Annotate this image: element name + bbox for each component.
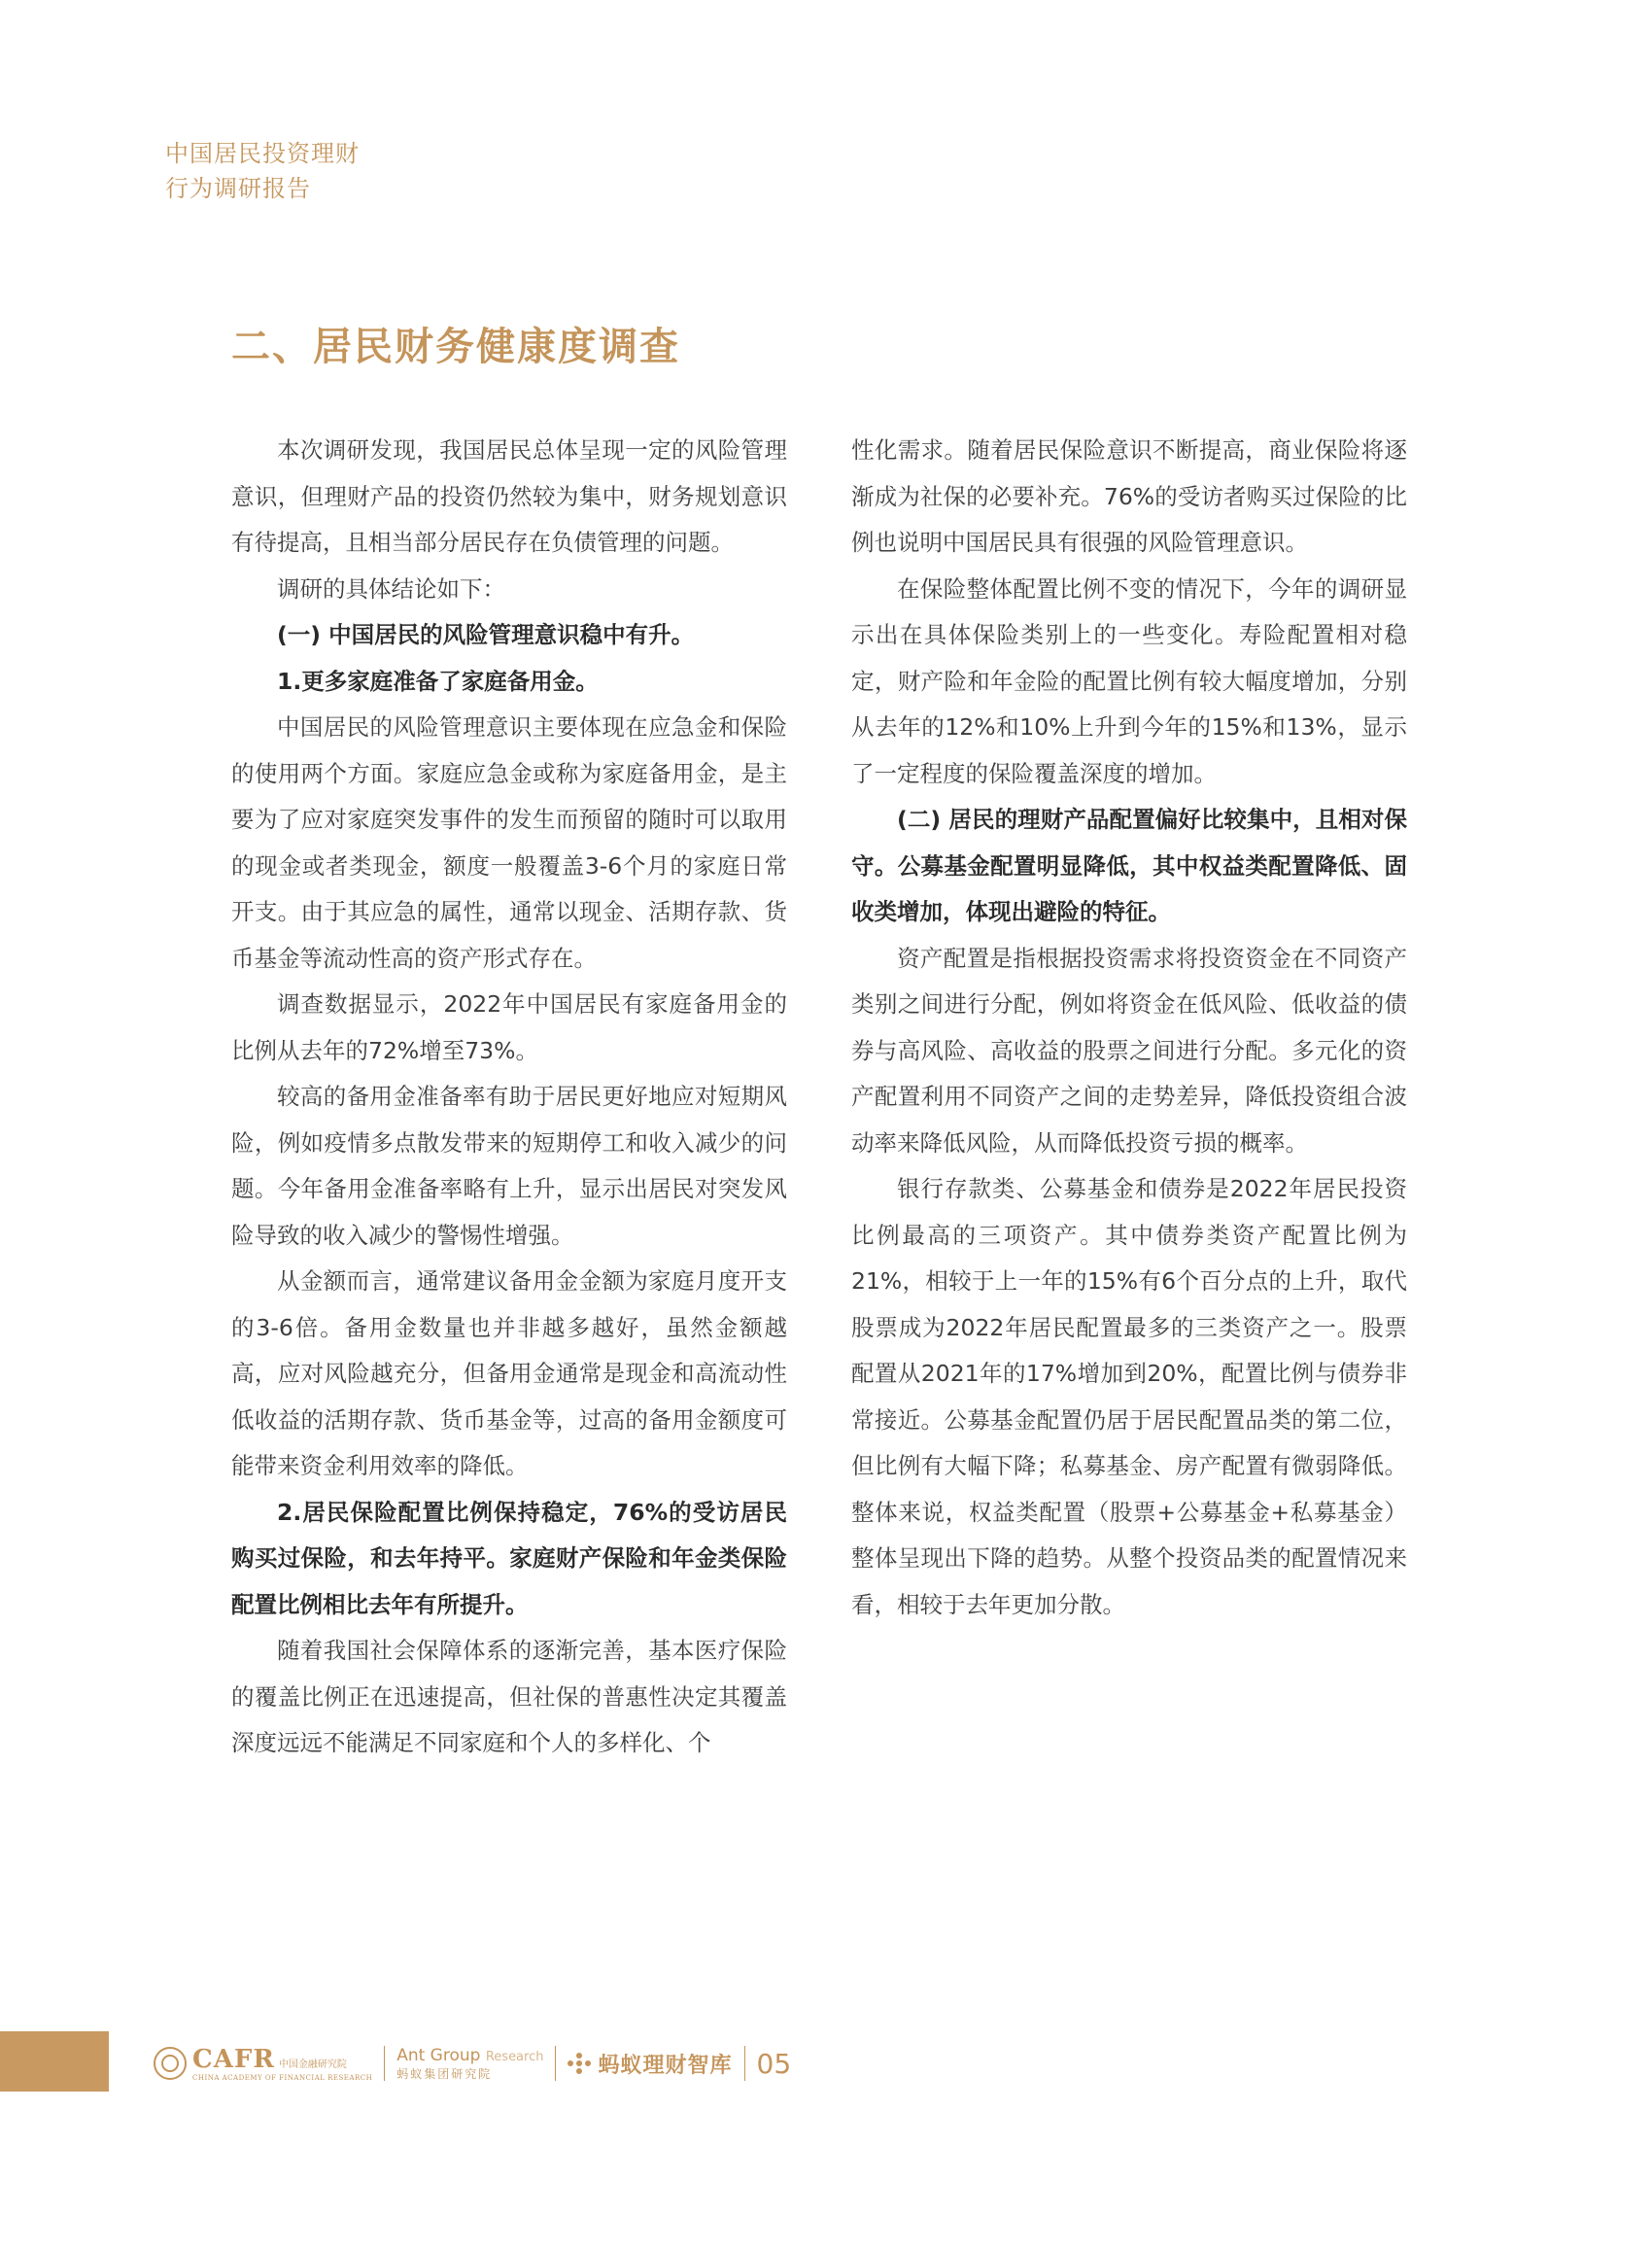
cafr-logo-text: CAFR [192,2045,275,2074]
subheading: (二) 居民的理财产品配置偏好比较集中，且相对保守。公募基金配置明显降低，其中权益类配置降低、固收类增加，体现出避险的特征。 [851,806,1407,925]
paragraph: 较高的备用金准备率有助于居民更好地应对短期风险，例如疫情多点散发带来的短期停工和收入减少的问题。今年备用金准备率略有上升，显示出居民对突发风险导致的收入减少的警惕性增强。 [231,1083,787,1249]
paragraph: 本次调研发现，我国居民总体呈现一定的风险管理意识，但理财产品的投资仍然较为集中，财务规划意识有待提高，且相当部分居民存在负债管理的问题。 [231,436,787,556]
paragraph: 性化需求。随着居民保险意识不断提高，商业保险将逐渐成为社保的必要补充。76%的受访者购买过保险的比例也说明中国居民具有很强的风险管理意识。 [851,436,1407,556]
dots-icon [568,2053,592,2074]
ant-group-research-logo [396,2046,543,2082]
footer-logos [154,2039,791,2088]
paragraph: 随着我国社会保障体系的逐渐完善，基本医疗保险的覆盖比例正在迅速提高，但社保的普惠性决定其覆盖深度远远不能满足不同家庭和个人的多样化、个 [231,1637,787,1756]
report-header [165,136,360,206]
ant-group-text: Ant Group [396,2045,481,2065]
ant-research-chinese: 蚂蚁集团研究院 [396,2066,493,2081]
cafr-english-name: CHINA ACADEMY OF FINANCIAL RESEARCH [192,2074,373,2082]
paragraph: 资产配置是指根据投资需求将投资资金在不同资产类别之间进行分配，例如将资金在低风险、低收益的债券与高风险、高收益的股票之间进行分配。多元化的资产配置利用不同资产之间的走势差异，降低投资组合波动率来降低风险，从而降低投资亏损的概率。 [851,944,1407,1157]
right-column [851,428,1407,1628]
paragraph: 调研的具体结论如下： [277,574,505,603]
think-tank-label: 蚂蚁理财智库 [598,2053,733,2078]
footer-divider [744,2046,745,2081]
cafr-logo [192,2045,372,2082]
left-column [231,428,787,1767]
think-tank-logo [568,2049,732,2079]
paragraph: 从金额而言，通常建议备用金金额为家庭月度开支的3-6倍。备用金数量也并非越多越好，虽然金额越高，应对风险越充分，但备用金通常是现金和高流动性低收益的活期存款、货币基金等，过高的备用金额度可能带来资金利用效率的降低。 [231,1267,787,1479]
cafr-chinese-name: 中国金融研究院 [278,2059,347,2070]
page-number: 05 [756,2047,792,2080]
paragraph: 在保险整体配置比例不变的情况下，今年的调研显示出在具体保险类别上的一些变化。寿险配置相对稳定，财产险和年金险的配置比例有较大幅度增加，分别从去年的12%和10%上升到今年的15%和13%，显示了一定程度的保险覆盖深度的增加。 [851,574,1407,787]
paragraph: 银行存款类、公募基金和债券是2022年居民投资比例最高的三项资产。其中债券类资产配置比例为21%，相较于上一年的15%有6个百分点的上升，取代股票成为2022年居民配置最多的三类资产之一。股票配置从2021年的17%增加到20%，配置比例与债券非常接近。公募基金配置仍居于居民配置品类的第二位，但比例有大幅下降；私募基金、房产配置有微弱降低。整体来说，权益类配置（股票+公募基金+私募基金）整体呈现出下降的趋势。从整个投资品类的配置情况来看，相较于去年更加分散。 [851,1175,1407,1618]
footer-divider [555,2046,556,2081]
paragraph: 调查数据显示，2022年中国居民有家庭备用金的比例从去年的72%增至73%。 [231,990,787,1064]
footer-divider [384,2046,385,2081]
report-title-line-2: 行为调研报告 [165,175,311,202]
section-title: 二、居民财务健康度调查 [231,325,680,369]
ant-research-text: Research [485,2049,544,2064]
subheading: 1.更多家庭准备了家庭备用金。 [277,667,599,695]
subheading: 2.居民保险配置比例保持稳定，76%的受访居民购买过保险，和去年持平。家庭财产保险和年金类保险配置比例相比去年有所提升。 [231,1498,787,1618]
cafr-seal-icon [154,2047,187,2080]
footer-accent-bar [0,2031,109,2092]
report-title-line-1: 中国居民投资理财 [165,140,360,167]
subheading: (一) 中国居民的风险管理意识稳中有升。 [277,621,695,648]
paragraph: 中国居民的风险管理意识主要体现在应急金和保险的使用两个方面。家庭应急金或称为家庭备用金，是主要为了应对家庭突发事件的发生而预留的随时可以取用的现金或者类现金，额度一般覆盖3-6个月的家庭日常开支。由于其应急的属性，通常以现金、活期存款、货币基金等流动性高的资产形式存在。 [231,713,787,972]
